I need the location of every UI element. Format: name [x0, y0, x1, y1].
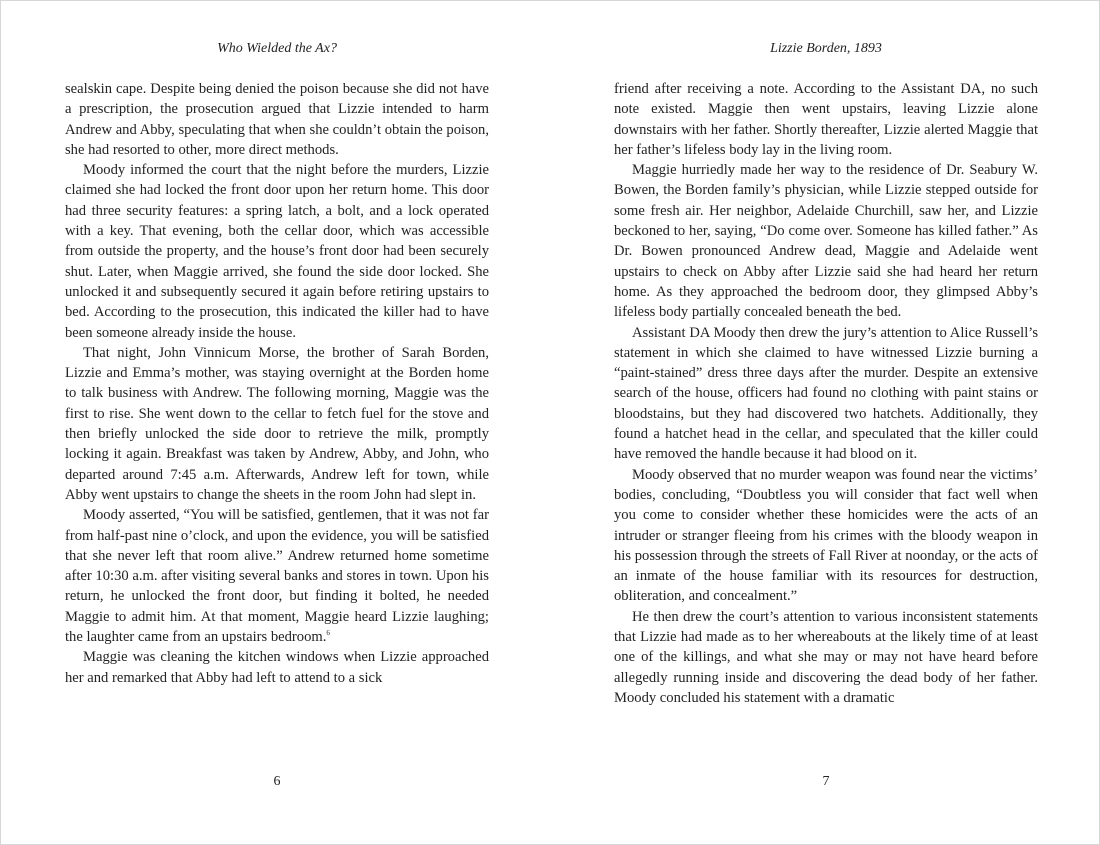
right-page: [614, 1, 1038, 845]
right-paragraph-3: Assistant DA Moody then drew the jury’s attention to Alice Russell’s statement in which she claimed to have witnessed Lizzie burning a “paint-stained” dress three days after the murder. Despite an extensive search of the house, officers had found no clothing with paint stains or bloodstains, but they had discovered two hatchets. Additionally, they found a hatchet head in the cellar, and speculated that the killer could have removed the handle because it had blood on it.: [614, 324, 1038, 463]
right-paragraph-1: friend after receiving a note. According to the Assistant DA, no such note existed. Maggie then went upstairs, leaving Lizzie alone downstairs with her father. Shortly thereafter, Lizzie alerted Maggie that her father’s lifeless body lay in the living room.: [614, 81, 1038, 158]
left-text-block: [65, 79, 489, 688]
right-paragraph-5: He then drew the court’s attention to various inconsistent statements that Lizzie had made as to her whereabouts at the likely time of at least one of the killings, and what she may or may not have heard before allegedly running inside and discovering the dead body of her father. Moody concluded his statement with a dramatic: [614, 608, 1038, 706]
left-running-head: Who Wielded the Ax?: [217, 41, 337, 56]
right-paragraph-4: Moody observed that no murder weapon was found near the victims’ bodies, concluding, “Doubtless you will consider that fact well when you come to consider whether these homicides were the acts of an intruder or stranger fleeing from his crimes with the bloody weapon in his possession through the streets of Fall River at noonday, or the acts of an inmate of the house familiar with its resources for destruction, obliteration, and concealment.”: [614, 466, 1038, 605]
left-paragraph-3: That night, John Vinnicum Morse, the brother of Sarah Borden, Lizzie and Emma’s mother, was staying overnight at the Borden home to talk business with Andrew. The following morning, Maggie was the first to rise. She went down to the cellar to fetch fuel for the stove and then briefly unlocked the side door to retrieve the milk, promptly locking it again. Breakfast was taken by Andrew, Abby, and John, who departed around 7:45 a.m. Afterwards, Andrew left for town, while Abby went upstairs to change the sheets in the room John had slept in.: [65, 344, 489, 503]
right-text-block: [614, 79, 1038, 708]
left-paragraph-1: sealskin cape. Despite being denied the poison because she did not have a prescription, the prosecution argued that Lizzie intended to harm Andrew and Abby, speculating that when she couldn’t obtain the poison, she had resorted to other, more direct methods.: [65, 81, 489, 158]
left-paragraph-4-text: Moody asserted, “You will be satisfied, gentlemen, that it was not far from half-past nine o’clock, and upon the evidence, you will be satisfied that she never left that room alive.” Andrew returned home sometime after 10:30 a.m. after visiting several banks and stores in town. Upon his return, he unlocked the front door, but finding it bolted, he needed Maggie to admit him. At that moment, Maggie heard Lizzie laughing; the laughter came from an upstairs bedroom.: [65, 507, 489, 646]
footnote-marker: 6: [326, 629, 330, 638]
right-running-head: Lizzie Borden, 1893: [770, 41, 882, 56]
right-paragraph-2: Maggie hurriedly made her way to the residence of Dr. Seabury W. Bowen, the Borden family’s physician, while Lizzie stepped outside for some fresh air. Her neighbor, Adelaide Churchill, saw her, and Lizzie beckoned to her, saying, “Do come over. Someone has killed father.” As Dr. Bowen pronounced Andrew dead, Maggie and Adelaide went upstairs to check on Abby after Lizzie said she had heard her return home. As they approached the bedroom door, they glimpsed Abby’s lifeless body partially concealed beneath the bed.: [614, 162, 1038, 321]
left-page: [65, 1, 489, 845]
left-paragraph-4: [65, 505, 489, 647]
left-paragraph-5: Maggie was cleaning the kitchen windows when Lizzie approached her and remarked that Abby had left to attend to a sick: [65, 649, 489, 686]
right-page-number: 7: [822, 774, 830, 789]
left-page-number: 6: [273, 774, 281, 789]
left-paragraph-2: Moody informed the court that the night before the murders, Lizzie claimed she had locked the front door upon her return home. This door had three security features: a spring latch, a bolt, and a lock operated with a key. That evening, both the cellar door, which was accessible from outside the property, and the house’s front door had been securely shut. Later, when Maggie arrived, she found the side door locked. She unlocked it and subsequently secured it again before retiring upstairs to bed. According to the prosecution, this indicated the killer had to have been someone already inside the house.: [65, 162, 489, 341]
